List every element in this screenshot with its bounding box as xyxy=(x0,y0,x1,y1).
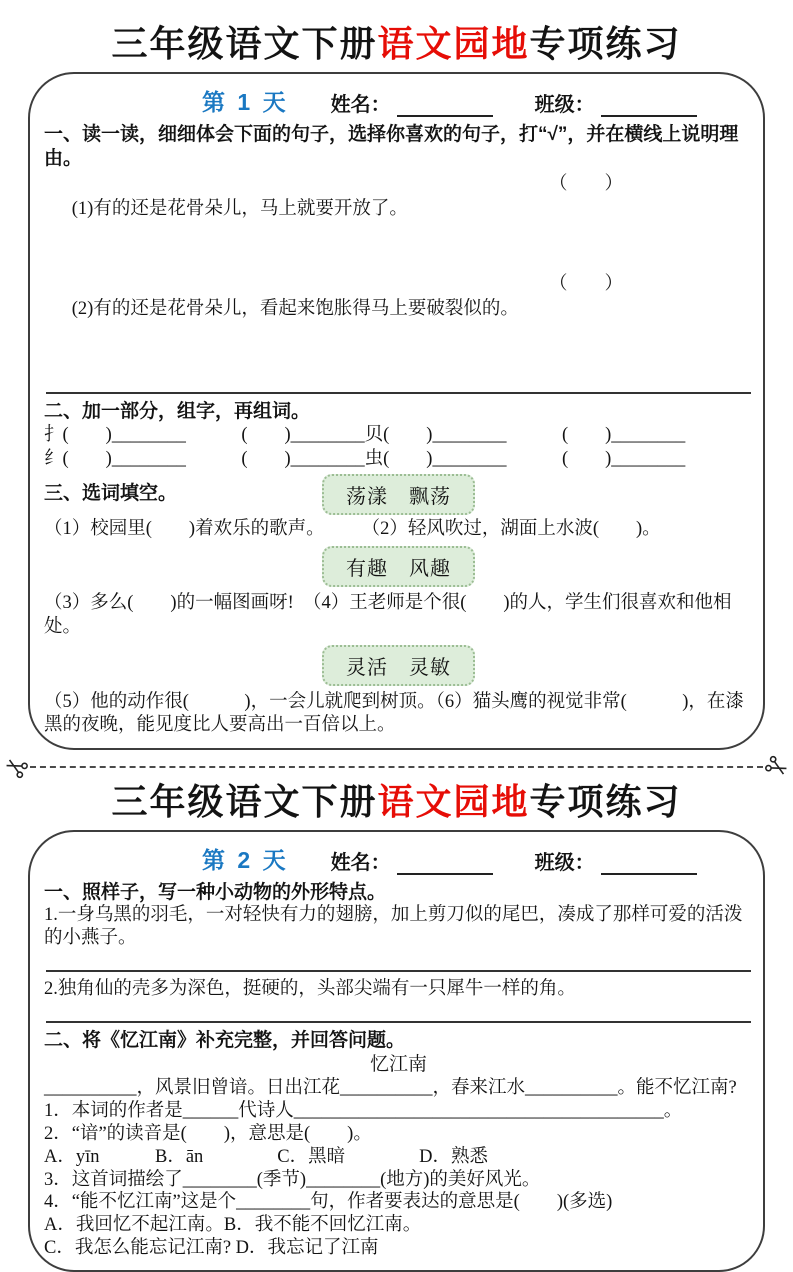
name-blank xyxy=(397,855,493,875)
class-field xyxy=(535,846,697,875)
word-build-row-1: 扌( )________ ( )________贝( )________ ( )________ xyxy=(44,425,686,446)
sub-question-4: 4．“能不忆江南”这是个________句，作者要表达的意思是( )(多选) xyxy=(44,1192,613,1213)
day2-label: 第 2 天 xyxy=(202,846,289,873)
title-suffix: 专项练习 xyxy=(529,23,682,64)
word-bank-box-2: 有趣 风趣 xyxy=(322,546,475,587)
class-field xyxy=(535,88,697,117)
example-sentence-2: 2.独角仙的壳多为深色，挺硬的，头部尖端有一只犀牛一样的角。 xyxy=(44,979,576,1000)
fill-blank-line-2: （3）多么( )的一幅图画呀! （4）王老师是个很( )的人，学生们很喜欢和他相处。 xyxy=(44,593,732,638)
cut-divider xyxy=(4,755,789,779)
sub-question-3: 3．这首词描绘了________(季节)________(地方)的美好风光。 xyxy=(44,1169,541,1190)
sub-question-1: 1．本词的作者是______代诗人________________________________________。 xyxy=(44,1100,683,1121)
name-field xyxy=(331,846,493,875)
name-blank xyxy=(397,97,493,117)
day2-question1-title: 一、照样子，写一种小动物的外形特点。 xyxy=(44,881,387,903)
day2-header xyxy=(44,842,753,875)
title-suffix: 专项练习 xyxy=(529,781,682,823)
item-text: (1)有的还是花骨朵儿，马上就要开放了。 xyxy=(71,198,408,219)
scissors-icon xyxy=(761,751,793,783)
class-blank xyxy=(601,97,697,117)
answer-parens: （ ） xyxy=(549,173,624,194)
class-blank xyxy=(601,855,697,875)
page-title xyxy=(0,782,793,822)
cut-dashed-line xyxy=(30,766,763,768)
day2-question2-title: 二、将《忆江南》补充完整，并回答问题。 xyxy=(44,1030,406,1052)
day2-box xyxy=(28,830,765,1272)
example-sentence-1: 1.一身乌黑的羽毛，一对轻快有力的翅膀，加上剪刀似的尾巴，凑成了那样可爱的活泼的小燕子。 xyxy=(44,905,743,949)
day1-question3-title: 三、选词填空。 xyxy=(44,482,178,504)
title-highlight: 语文园地 xyxy=(377,23,530,64)
answer-line-2 xyxy=(46,1003,751,1023)
day1-header xyxy=(44,84,753,117)
title-prefix: 三年级语文下册 xyxy=(111,781,378,823)
answer-parens: （ ） xyxy=(549,273,624,294)
word-bank-box-1: 荡漾 飘荡 xyxy=(322,474,475,515)
title-prefix: 三年级语文下册 xyxy=(111,23,378,64)
name-label: 姓名： xyxy=(330,93,391,116)
sub-question-2: 2．“谙”的读音是( )，意思是( )。 xyxy=(44,1123,372,1144)
options-row-2: A．我回忆不起江南。B．我不能不回忆江南。 xyxy=(44,1215,422,1236)
class-label: 班级： xyxy=(534,93,595,116)
scissors-icon xyxy=(0,751,32,783)
page-title xyxy=(0,24,793,64)
fill-blank-line-3: （5）他的动作很( )，一会儿就爬到树顶。（6）猫头鹰的视觉非常( )，在漆黑的夜晚，能见度比人要高出一百倍以上。 xyxy=(44,691,744,736)
word-build-row-2: 纟( )________ ( )________虫( )________ ( )________ xyxy=(44,449,686,470)
reason-answer-line xyxy=(46,374,751,394)
day1-question1-item2 xyxy=(44,272,753,372)
poem-title: 忆江南 xyxy=(369,1054,427,1076)
name-field xyxy=(331,88,493,117)
options-row-1: A．yīn B．ān C．黑暗 D．熟悉 xyxy=(44,1146,489,1167)
day1-box xyxy=(28,72,765,751)
word-bank-box-3: 灵活 灵敏 xyxy=(322,645,475,686)
title-highlight: 语文园地 xyxy=(377,781,530,823)
options-row-3: C．我怎么能忘记江南? D．我忘记了江南 xyxy=(44,1238,379,1259)
poem-text: __________，风景旧曾谙。日出江花__________，春来江水__________。能不忆江南? xyxy=(44,1077,737,1098)
item-text: (2)有的还是花骨朵儿，看起来饱胀得马上要破裂似的。 xyxy=(71,298,519,319)
day1-question3-row xyxy=(44,474,753,516)
class-label: 班级： xyxy=(534,851,595,874)
answer-line-1 xyxy=(46,952,751,972)
day1-question1-title: 一、读一读，细细体会下面的句子，选择你喜欢的句子，打“√”，并在横线上说明理由。 xyxy=(44,123,739,170)
name-label: 姓名： xyxy=(330,851,391,874)
day1-question1-item1 xyxy=(44,172,753,272)
day1-question2-title: 二、加一部分，组字，再组词。 xyxy=(44,400,311,422)
day1-label: 第 1 天 xyxy=(202,88,289,115)
fill-blank-line-1: （1）校园里( )着欢乐的歌声。 （2）轻风吹过，湖面上水波( )。 xyxy=(44,518,661,539)
